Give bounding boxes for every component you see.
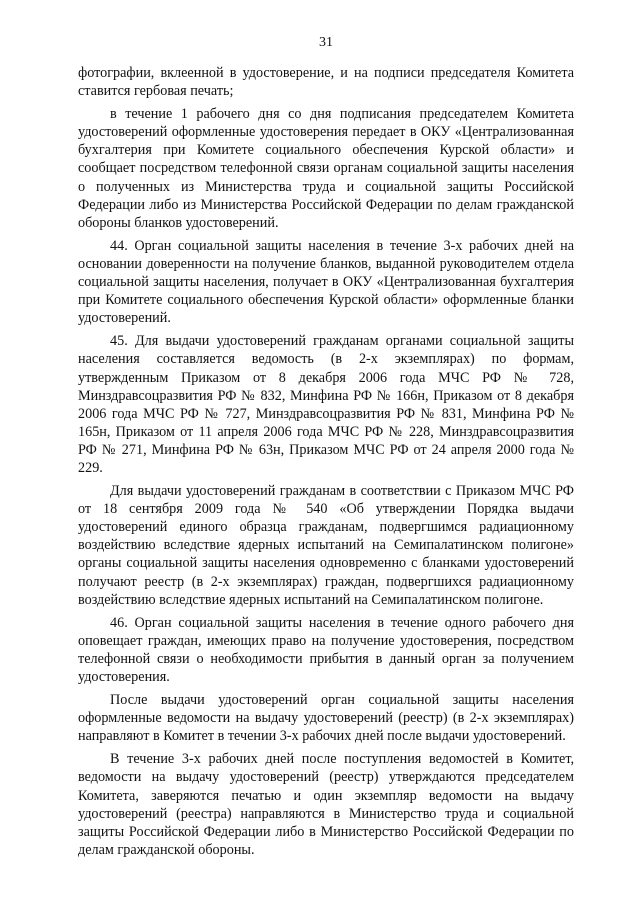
document-body [78, 64, 574, 859]
paragraph-45: 45. Для выдачи удостоверений гражданам органами социальной защиты населения составляется ведомость (в 2-х экземплярах) по формам, утвержденным Приказом от 8 декабря 2006 года МЧС РФ № 728, Минздравсоцразвития РФ № 832, Минфина РФ № 166н, Приказом от 8 декабря 2006 года МЧС РФ № 727, Минздравсоцразвития РФ № 831, Минфина РФ № 165н, Приказом от 11 апреля 2006 года МЧС РФ № 228, Минздравсоцразвития РФ № 271, Минфина РФ № 63н, Приказом МЧС РФ от 24 апреля 2000 года № 229. [78, 333, 574, 476]
paragraph-2: в течение 1 рабочего дня со дня подписания председателем Комитета удостоверений оформленные удостоверения передает в ОКУ «Централизованная бухгалтерия при Комитете социального обеспечения Курской области» и сообщает посредством телефонной связи органам социальной защиты населения о полученных из Министерства труда и социальной защиты Российской Федерации либо из Министерства Российской Федерации по делам гражданской обороны бланков удостоверений. [78, 106, 574, 231]
paragraph-46: 46. Орган социальной защиты населения в течение одного рабочего дня оповещает граждан, имеющих право на получение удостоверения, посредством телефонной связи о необходимости прибытия в данный орган за получением удостоверения. [78, 614, 574, 685]
paragraph-44: 44. Орган социальной защиты населения в течение 3-х рабочих дней на основании доверенности на получение бланков, выданной руководителем отдела социальной защиты населения, получает в ОКУ «Централизованная бухгалтерия при Комитете социального обеспечения Курской области» оформленные бланки удостоверений. [78, 237, 574, 327]
page-number: 31 [319, 35, 333, 50]
document-page [78, 34, 574, 864]
paragraph-after-issue: После выдачи удостоверений орган социальной защиты населения оформленные ведомости на выдачу удостоверений (реестр) (в 2-х экземплярах) направляют в Комитет в течении 3-х рабочих дней после выдачи удостоверений. [78, 692, 574, 745]
paragraph-45-semipalatinsk: Для выдачи удостоверений гражданам в соответствии с Приказом МЧС РФ от 18 сентября 2009 года № 540 «Об утверждении Порядка выдачи удостоверений единого образца гражданам, подвергшимся радиационному воздействию вследствие ядерных испытаний на Семипалатинском полигоне» органы социальной защиты населения одновременно с бланками удостоверений получают реестр (в 2-х экземплярах) граждан, подвергшихся радиационному воздействию вследствие ядерных испытаний на Семипалатинском полигоне. [78, 483, 574, 608]
paragraph-1: фотографии, вклеенной в удостоверение, и на подписи председателя Комитета ставится гербовая печать; [78, 65, 574, 100]
paragraph-approval: В течение 3-х рабочих дней после поступления ведомостей в Комитет, ведомости на выдачу удостоверений (реестр) утверждаются председателем Комитета, заверяются печатью и один экземпляр ведомости на выдачу удостоверений (реестра) направляются в Министерство труда и социальной защиты Российской Федерации либо в Министерство Российской Федерации по делам гражданской обороны. [78, 751, 574, 858]
